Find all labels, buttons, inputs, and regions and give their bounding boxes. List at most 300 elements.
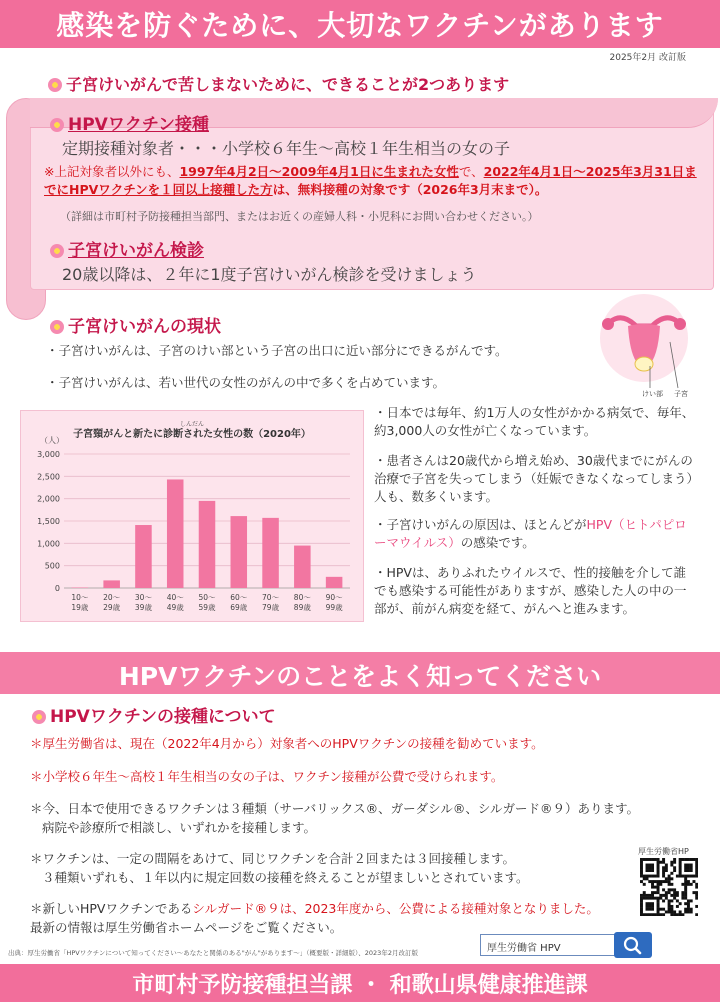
qr-module — [679, 864, 682, 867]
qr-module — [657, 869, 660, 872]
qr-module — [681, 883, 684, 886]
qr-module — [668, 899, 671, 902]
qr-module — [657, 910, 660, 913]
qr-module — [673, 858, 676, 861]
qr-module — [640, 864, 643, 867]
qr-module — [668, 905, 671, 908]
qr-module — [684, 880, 687, 883]
fact-1: ・日本では毎年、約1万人の女性がかかる病気で、毎年、約3,000人の女性が亡くなっています。 — [374, 405, 695, 439]
qr-module — [695, 905, 698, 908]
qr-module — [662, 872, 665, 875]
qr-module — [695, 864, 698, 867]
qr-module — [648, 869, 651, 872]
qr-module — [662, 894, 665, 897]
qr-module — [646, 869, 649, 872]
x-tick-label: 80～ — [293, 593, 311, 602]
qr-module — [668, 877, 671, 880]
qr-module — [646, 864, 649, 867]
source-note: 出典：厚生労働省「HPVワクチンについて知ってください～あなたと関係のある"がん"があります～」（概要版・詳細版）、2023年2月改訂版 — [8, 949, 418, 957]
qr-module — [654, 891, 657, 894]
flower-icon — [50, 320, 64, 334]
qr-module — [651, 891, 654, 894]
qr-module — [640, 913, 643, 916]
qr-module — [687, 869, 690, 872]
ovary-left — [602, 318, 614, 330]
screening-heading: 子宮けいがん検診 — [50, 236, 204, 261]
status-heading: 子宮けいがんの現状 — [50, 312, 221, 337]
qr-module — [643, 877, 646, 880]
qr-module — [670, 883, 673, 886]
x-tick-label: 60～ — [230, 593, 248, 602]
qr-module — [657, 858, 660, 861]
qr-module — [665, 894, 668, 897]
qr-module — [657, 891, 660, 894]
vaccine-heading: HPVワクチン接種 — [50, 110, 209, 135]
y-tick-label: 1,000 — [37, 539, 60, 549]
qr-module — [684, 864, 687, 867]
qr-module — [695, 894, 698, 897]
qr-module — [651, 858, 654, 861]
about-heading: HPVワクチンの接種について — [32, 702, 276, 727]
qr-module — [657, 880, 660, 883]
x-tick-label: 89歳 — [293, 603, 311, 612]
qr-module — [695, 897, 698, 900]
qr-module — [665, 866, 668, 869]
qr-module — [657, 883, 660, 886]
qr-module — [687, 899, 690, 902]
qr-module — [687, 880, 690, 883]
qr-module — [681, 891, 684, 894]
x-tick-label: 49歳 — [166, 603, 184, 612]
qr-module — [679, 910, 682, 913]
qr-module — [665, 864, 668, 867]
qr-module — [662, 861, 665, 864]
qr-module — [662, 866, 665, 869]
qr-module — [651, 908, 654, 911]
search-button[interactable] — [614, 932, 652, 958]
qr-module — [659, 894, 662, 897]
qr-module — [659, 883, 662, 886]
qr-module — [692, 891, 695, 894]
qr-module — [681, 913, 684, 916]
qr-module — [640, 861, 643, 864]
qr-module — [684, 910, 687, 913]
qr-module — [684, 888, 687, 891]
qr-module — [676, 899, 679, 902]
chart-title-ruby: しんだん — [179, 421, 205, 428]
qr-module — [695, 886, 698, 889]
qr-module — [690, 908, 693, 911]
page-title: 感染を防ぐために、大切なワクチンがあります — [56, 9, 664, 42]
about-item-4: ＊ワクチンは、一定の間隔をあけて、同じワクチンを合計２回または３回接種します。 ３種類いずれも、１年以内に規定回数の接種を終えることが望ましいとされています。 — [30, 851, 529, 885]
qr-module — [665, 877, 668, 880]
qr-module — [654, 886, 657, 889]
qr-module — [684, 908, 687, 911]
y-tick-label: 1,500 — [37, 517, 60, 526]
qr-module — [687, 905, 690, 908]
status-bullet-1: ・子宮けいがんは、子宮のけい部という子宮の出口に近い部分にできるがんです。 — [46, 343, 508, 358]
qr-module — [646, 866, 649, 869]
qr-module — [668, 902, 671, 905]
qr-module — [673, 894, 676, 897]
qr-module — [640, 866, 643, 869]
qr-module — [651, 905, 654, 908]
revision-label: 2025年2月 改訂版 — [609, 53, 686, 63]
flower-icon — [32, 710, 46, 724]
qr-module — [668, 875, 671, 878]
qr-module — [657, 861, 660, 864]
qr-module — [651, 897, 654, 900]
qr-module — [690, 866, 693, 869]
qr-module — [657, 872, 660, 875]
qr-module — [640, 880, 643, 883]
qr-module — [640, 858, 643, 861]
qr-module — [643, 883, 646, 886]
qr-module — [690, 899, 693, 902]
qr-module — [684, 875, 687, 878]
qr-module — [687, 875, 690, 878]
qr-module — [659, 861, 662, 864]
qr-module — [651, 894, 654, 897]
x-tick-label: 79歳 — [262, 603, 280, 612]
qr-module — [646, 902, 649, 905]
bar-60-69歳 — [231, 516, 248, 588]
qr-module — [673, 861, 676, 864]
x-tick-label: 20～ — [103, 593, 121, 602]
qr-module — [643, 858, 646, 861]
qr-module — [692, 880, 695, 883]
qr-label: 厚生労働省HP — [638, 847, 689, 856]
qr-module — [679, 866, 682, 869]
qr-module — [670, 872, 673, 875]
contact-note: （詳細は市町村予防接種担当部門、またはお近くの産婦人科・小児科にお問い合わせください。） — [60, 210, 539, 223]
qr-module — [640, 902, 643, 905]
status-bullet-2: ・子宮けいがんは、若い世代の女性のがんの中で多くを占めています。 — [46, 375, 446, 390]
qr-module — [654, 875, 657, 878]
qr-module — [690, 869, 693, 872]
qr-module — [648, 875, 651, 878]
qr-module — [640, 908, 643, 911]
qr-module — [684, 883, 687, 886]
qr-module — [657, 886, 660, 889]
qr-module — [651, 875, 654, 878]
qr-module — [684, 858, 687, 861]
qr-module — [687, 908, 690, 911]
qr-module — [668, 883, 671, 886]
bar-90-99歳 — [326, 577, 343, 588]
qr-module — [646, 908, 649, 911]
chart-title: 子宮頸がんと新たに診断された女性の数（2020年） — [73, 429, 311, 440]
qr-module — [651, 913, 654, 916]
qr-module — [670, 899, 673, 902]
qr-module — [687, 866, 690, 869]
qr-module — [695, 858, 698, 861]
qr-module — [670, 864, 673, 867]
qr-module — [662, 908, 665, 911]
about-item-2: ＊小学校６年生～高校１年生相当の女の子は、ワクチン接種が公費で受けられます。 — [30, 769, 504, 784]
footer-title: 市町村予防接種担当課 ・ 和歌山県健康推進課 — [132, 973, 588, 998]
search-icon — [614, 932, 652, 958]
qr-module — [679, 858, 682, 861]
qr-module — [657, 913, 660, 916]
qr-module — [695, 869, 698, 872]
qr-module — [679, 869, 682, 872]
qr-module — [679, 902, 682, 905]
qr-module — [690, 883, 693, 886]
flower-icon — [50, 118, 64, 132]
flower-icon — [48, 78, 62, 92]
bar-50-59歳 — [199, 501, 216, 588]
qr-module — [687, 883, 690, 886]
qr-module — [648, 866, 651, 869]
qr-module — [668, 910, 671, 913]
qr-module — [659, 913, 662, 916]
x-tick-label: 90～ — [325, 593, 343, 602]
qr-module — [673, 866, 676, 869]
x-tick-label: 70～ — [262, 593, 280, 602]
qr-module — [679, 861, 682, 864]
fact-3: ・子宮けいがんの原因は、ほとんどがHPV（ヒトパピローマウイルス）の感染です。 — [374, 517, 687, 551]
qr-module — [659, 897, 662, 900]
qr-module — [657, 908, 660, 911]
qr-module — [648, 908, 651, 911]
qr-module — [657, 897, 660, 900]
qr-module — [659, 880, 662, 883]
qr-module — [646, 894, 649, 897]
qr-module — [651, 883, 654, 886]
vaccine-note: ※上記対象者以外にも、1997年4月2日～2009年4月1日に生まれた女性で、2022年4月1日～2025年3月31日までにHPVワクチンを１回以上接種した方は、無料接種の対象です（2026年3月末まで）。 — [44, 164, 697, 198]
qr-module — [684, 902, 687, 905]
qr-module — [673, 891, 676, 894]
qr-module — [646, 858, 649, 861]
qr-module — [673, 897, 676, 900]
qr-module — [651, 886, 654, 889]
qr-module — [668, 891, 671, 894]
qr-module — [662, 869, 665, 872]
qr-module — [659, 908, 662, 911]
qr-module — [673, 869, 676, 872]
qr-module — [662, 880, 665, 883]
qr-module — [648, 897, 651, 900]
qr-module — [670, 877, 673, 880]
qr-module — [670, 910, 673, 913]
mid-title: HPVワクチンのことをよく知ってください — [118, 662, 602, 691]
qr-module — [695, 875, 698, 878]
qr-module — [657, 899, 660, 902]
qr-module — [648, 902, 651, 905]
qr-module — [679, 872, 682, 875]
qr-module — [684, 891, 687, 894]
x-tick-label: 50～ — [198, 593, 216, 602]
qr-module — [648, 894, 651, 897]
qr-module — [657, 902, 660, 905]
qr-module — [646, 913, 649, 916]
qr-module — [673, 910, 676, 913]
about-item-1: ＊厚生労働省は、現在（2022年4月から）対象者へのHPVワクチンの接種を勧めています。 — [30, 736, 544, 751]
qr-module — [695, 913, 698, 916]
qr-module — [668, 908, 671, 911]
qr-module — [690, 858, 693, 861]
about-item-5: ＊新しいHPVワクチンであるシルガード®９は、2023年度から、公費による接種対象となりました。最新の情報は厚生労働省ホームページをご覧ください。 — [30, 901, 599, 935]
qr-module — [662, 858, 665, 861]
x-tick-label: 99歳 — [325, 603, 343, 612]
qr-module — [646, 897, 649, 900]
qr-module — [651, 869, 654, 872]
qr-module — [643, 913, 646, 916]
qr-module — [673, 913, 676, 916]
qr-module — [643, 891, 646, 894]
qr-module — [657, 905, 660, 908]
qr-module — [651, 866, 654, 869]
x-tick-label: 39歳 — [134, 603, 152, 612]
screening-text: 20歳以降は、２年に1度子宮けいがん検診を受けましょう — [62, 265, 477, 284]
qr-module — [640, 869, 643, 872]
qr-module — [665, 869, 668, 872]
qr-module — [681, 897, 684, 900]
qr-module — [695, 883, 698, 886]
qr-module — [695, 872, 698, 875]
qr-module — [684, 886, 687, 889]
qr-module — [670, 905, 673, 908]
qr-module — [657, 866, 660, 869]
y-tick-label: 2,000 — [37, 494, 60, 504]
qr-module — [643, 894, 646, 897]
qr-module — [690, 864, 693, 867]
qr-module — [668, 888, 671, 891]
qr-module — [684, 866, 687, 869]
qr-module — [681, 875, 684, 878]
x-tick-label: 40～ — [166, 593, 184, 602]
qr-module — [651, 880, 654, 883]
qr-module — [640, 905, 643, 908]
qr-module — [676, 875, 679, 878]
qr-module — [665, 897, 668, 900]
qr-module — [690, 875, 693, 878]
qr-module — [665, 880, 668, 883]
qr-module — [687, 910, 690, 913]
flower-icon — [50, 244, 64, 258]
uterus-illustration — [592, 292, 710, 400]
bar-80-89歳 — [294, 546, 311, 588]
qr-module — [684, 869, 687, 872]
qr-module — [651, 902, 654, 905]
qr-module — [687, 902, 690, 905]
y-tick-label: 3,000 — [37, 450, 60, 459]
qr-module — [643, 875, 646, 878]
qr-module — [670, 913, 673, 916]
qr-module — [654, 897, 657, 900]
qr-module — [657, 875, 660, 878]
qr-module — [640, 894, 643, 897]
qr-module — [657, 888, 660, 891]
qr-module — [681, 894, 684, 897]
bar-40-49歳 — [167, 479, 184, 588]
x-tick-label: 30～ — [134, 593, 152, 602]
bar-20-29歳 — [103, 580, 120, 588]
qr-module — [654, 913, 657, 916]
fact-4: ・HPVは、ありふれたウイルスで、性的接触を介して誰でも感染する可能性がありますが、感染した人の中の一部が、前がん病変を経て、がんへと進みます。 — [374, 565, 687, 617]
qr-module — [670, 888, 673, 891]
qr-module — [673, 888, 676, 891]
qr-module — [692, 858, 695, 861]
intro-heading: 子宮けいがんで苦しまないために、できることが2つあります — [48, 72, 509, 95]
qr-module — [681, 858, 684, 861]
qr-module — [648, 864, 651, 867]
qr-module — [690, 910, 693, 913]
qr-module — [640, 899, 643, 902]
qr-module — [640, 910, 643, 913]
x-tick-label: 69歳 — [230, 603, 248, 612]
qr-module — [654, 858, 657, 861]
qr-module — [684, 894, 687, 897]
qr-module — [662, 875, 665, 878]
qr-module — [654, 880, 657, 883]
bar-chart — [20, 410, 364, 622]
qr-module — [676, 905, 679, 908]
qr-module — [692, 875, 695, 878]
qr-module — [648, 905, 651, 908]
about-item-3: ＊今、日本で使用できるワクチンは３種類（サーバリックス®、ガーダシル®、シルガード®９）あります。 病院や診療所で相談し、いずれかを接種します。 — [30, 801, 640, 835]
cervix-label: けい部 — [642, 390, 663, 398]
qr-module — [646, 875, 649, 878]
qr-module — [646, 877, 649, 880]
qr-module — [668, 880, 671, 883]
qr-module — [662, 899, 665, 902]
chart-ylabel: （人） — [40, 436, 64, 445]
fact-2: ・患者さんは20歳代から増え始め、30歳代までにがんの治療で子宮を失ってしまう（妊娠できなくなってしまう）人も、数多くいます。 — [374, 453, 693, 505]
uterus-label: 子宮 — [674, 390, 688, 398]
qr-module — [684, 897, 687, 900]
qr-module — [687, 858, 690, 861]
qr-module — [665, 910, 668, 913]
search-input[interactable]: 厚生労働省 HPV — [480, 934, 650, 956]
qr-module — [695, 891, 698, 894]
x-tick-label: 19歳 — [71, 603, 89, 612]
qr-module — [695, 866, 698, 869]
ovary-right — [674, 318, 686, 330]
qr-module — [662, 888, 665, 891]
y-tick-label: 2,500 — [37, 472, 60, 482]
qr-module — [648, 858, 651, 861]
bar-70-79歳 — [262, 518, 279, 588]
qr-module — [657, 864, 660, 867]
qr-module — [670, 908, 673, 911]
qr-module — [676, 894, 679, 897]
qr-module — [679, 875, 682, 878]
qr-module — [687, 864, 690, 867]
qr-module — [676, 891, 679, 894]
x-tick-label: 29歳 — [103, 603, 121, 612]
qr-module — [651, 864, 654, 867]
x-tick-label: 10～ — [71, 593, 89, 602]
bar-30-39歳 — [135, 525, 152, 588]
qr-module — [648, 880, 651, 883]
qr-module — [679, 913, 682, 916]
qr-module — [648, 913, 651, 916]
qr-module — [640, 897, 643, 900]
qr-module — [643, 897, 646, 900]
vaccine-target: 定期接種対象者・・・小学校６年生～高校１年生相当の女の子 — [62, 139, 511, 158]
qr-module — [670, 894, 673, 897]
qr-code[interactable] — [640, 858, 698, 916]
qr-module — [662, 913, 665, 916]
qr-module — [646, 905, 649, 908]
qr-module — [640, 875, 643, 878]
y-tick-label: 500 — [44, 561, 60, 571]
qr-module — [684, 877, 687, 880]
qr-module — [676, 913, 679, 916]
qr-module — [695, 861, 698, 864]
